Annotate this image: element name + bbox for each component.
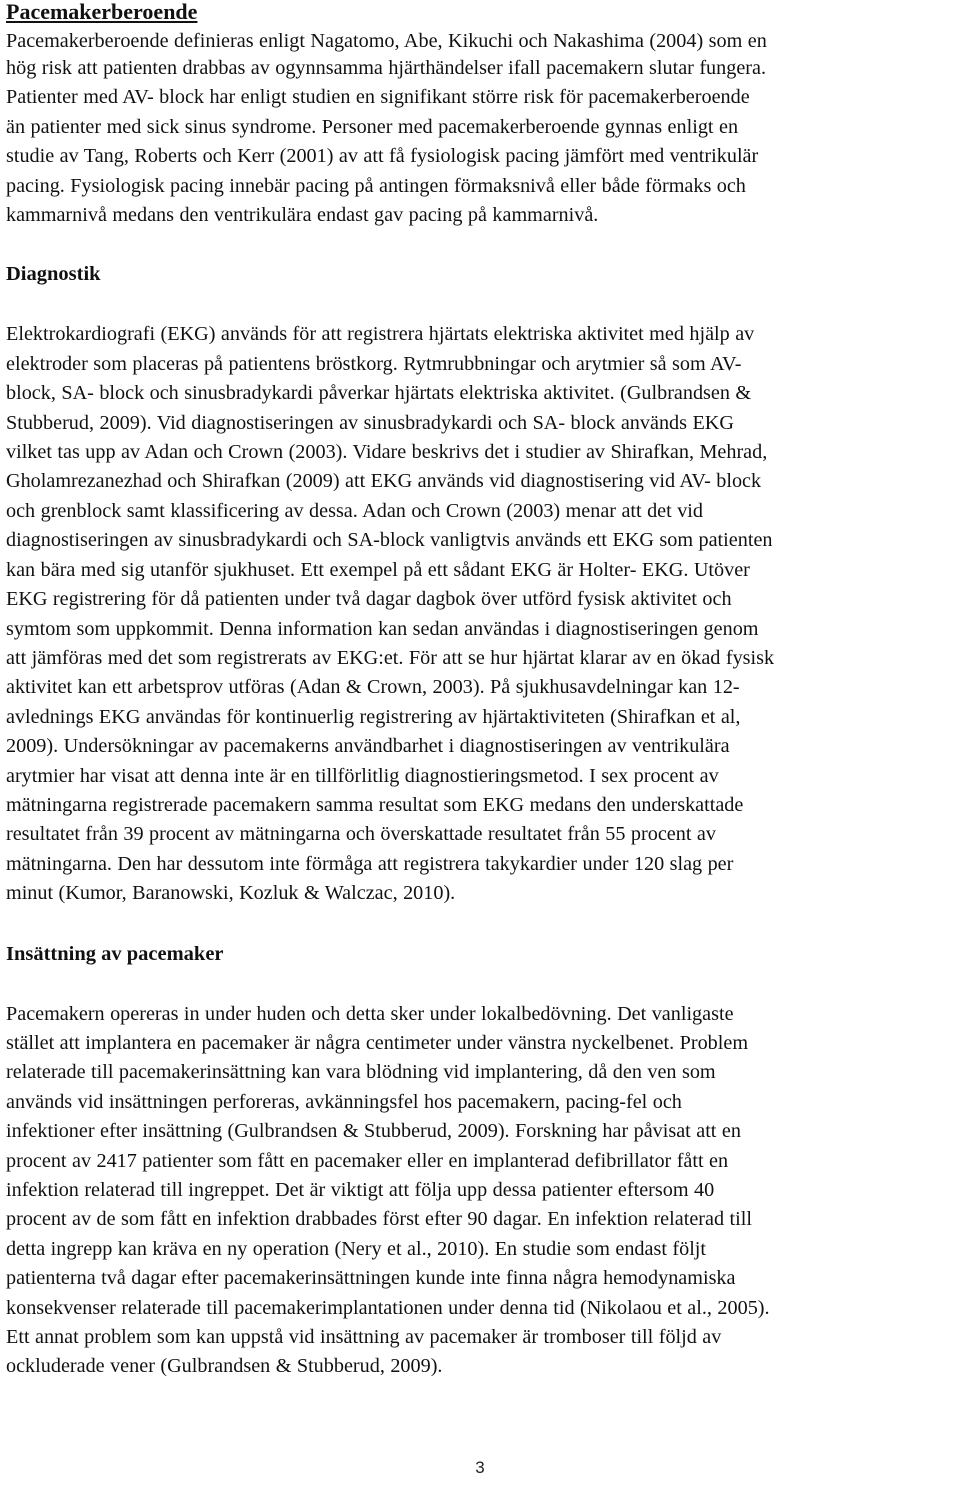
page-number: 3 [475, 1458, 485, 1477]
text-line: procent av 2417 patienter som fått en pacemaker eller en implanterad defibrillator fått en [6, 1149, 729, 1172]
heading-diagnostik: Diagnostik [6, 263, 101, 286]
text-line: vilket tas upp av Adan och Crown (2003). Vidare beskrivs det i studier av Shirafkan, Mehrad, [6, 441, 768, 464]
text-line: kan bära med sig utanför sjukhuset. Ett exempel på ett sådant EKG är Holter- EKG. Utöver [6, 558, 750, 581]
text-line: resultatet från 39 procent av mätningarna och överskattade resultatet från 55 procent av [6, 823, 716, 846]
text-line: Patienter med AV- block har enligt studien en signifikant större risk för pacemakerberoende [6, 86, 750, 109]
text-line: EKG registrering för då patienten under två dagar dagbok över utförd fysisk aktivitet och [6, 588, 732, 611]
section-title: Pacemakerberoende [6, 0, 198, 24]
text-line: avlednings EKG användas för kontinuerlig registrering av hjärtaktiviteten (Shirafkan et al, [6, 705, 741, 728]
text-line: kammarnivå medans den ventrikulära endast gav pacing på kammarnivå. [6, 204, 599, 227]
text-line: Stubberud, 2009). Vid diagnostiseringen av sinusbradykardi och SA- block används EKG [6, 411, 734, 434]
text-line: mätningarna registrerade pacemakern samma resultat som EKG medans den underskattade [6, 793, 744, 816]
paragraph-diagnostik [6, 320, 954, 908]
text-line: stället att implantera en pacemaker är några centimeter under vänstra nyckelbenet. Problem [6, 1031, 749, 1054]
text-line: infektioner efter insättning (Gulbrandsen & Stubberud, 2009). Forskning har påvisat att en [6, 1120, 741, 1143]
text-line: mätningarna. Den har dessutom inte förmåga att registrera takykardier under 120 slag per [6, 852, 734, 875]
document-page [6, 0, 954, 1382]
text-line: konsekvenser relaterade till pacemakerimplantationen under denna tid (Nikolaou et al., 2005). [6, 1296, 770, 1319]
text-line: aktivitet kan ett arbetsprov utföras (Adan & Crown, 2003). På sjukhusavdelningar kan 12- [6, 676, 740, 699]
text-line: relaterade till pacemakerinsättning kan vara blödning vid implantering, då den ven som [6, 1061, 716, 1084]
text-line: Gholamrezanezhad och Shirafkan (2009) att EKG används vid diagnostisering vid AV- block [6, 470, 762, 493]
text-line: och grenblock samt klassificering av dessa. Adan och Crown (2003) menar att det vid [6, 499, 703, 522]
text-line: Ett annat problem som kan uppstå vid insättning av pacemaker är tromboser till följd av [6, 1326, 722, 1349]
heading-insattning: Insättning av pacemaker [6, 942, 224, 965]
text-line: detta ingrepp kan kräva en ny operation (Nery et al., 2010). En studie som endast följt [6, 1237, 707, 1260]
text-line: arytmier har visat att denna inte är en tillförlitlig diagnostieringsmetod. I sex procent av [6, 764, 719, 787]
text-line: patienterna två dagar efter pacemakerinsättningen kunde inte finna några hemodynamiska [6, 1267, 736, 1290]
text-line: än patienter med sick sinus syndrome. Personer med pacemakerberoende gynnas enligt en [6, 115, 739, 138]
text-line: pacing. Fysiologisk pacing innebär pacing på antingen förmaksnivå eller både förmaks och [6, 174, 746, 197]
text-line: hög risk att patienten drabbas av ogynnsamma hjärthändelser ifall pacemakern slutar fungera. [6, 57, 767, 79]
paragraph-insattning [6, 1000, 954, 1382]
text-line: Elektrokardiografi (EKG) används för att registrera hjärtats elektriska aktivitet med hjälp av [6, 323, 755, 346]
text-line: infektion relaterad till ingreppet. Det är viktigt att följa upp dessa patienter eftersom 40 [6, 1179, 715, 1201]
text-line: 2009). Undersökningar av pacemakerns användbarhet i diagnostiseringen av ventrikulära [6, 735, 730, 758]
text-line: diagnostiseringen av sinusbradykardi och SA-block vanligtvis används ett EKG som patienten [6, 529, 773, 552]
text-line: procent av de som fått en infektion drabbades först efter 90 dagar. En infektion relaterad till [6, 1208, 752, 1231]
text-line: Pacemakern opereras in under huden och detta sker under lokalbedövning. Det vanligaste [6, 1002, 734, 1025]
text-line: att jämföras med det som registrerats av EKG:et. För att se hur hjärtat klarar av en ökad fysisk [6, 646, 775, 669]
text-line: används vid insättningen perforeras, avkänningsfel hos pacemakern, pacing-fel och [6, 1090, 682, 1113]
paragraph-pacemakerberoende [6, 28, 954, 230]
text-line: symtom som uppkommit. Denna information kan sedan användas i diagnostiseringen genom [6, 617, 759, 640]
text-line: elektroder som placeras på patientens bröstkorg. Rytmrubbningar och arytmier så som AV- [6, 352, 742, 375]
text-line: minut (Kumor, Baranowski, Kozluk & Walczac, 2010). [6, 882, 456, 905]
text-line: ockluderade vener (Gulbrandsen & Stubberud, 2009). [6, 1355, 443, 1378]
text-line: studie av Tang, Roberts och Kerr (2001) av att få fysiologisk pacing jämfört med ventrikulär [6, 145, 759, 168]
text-line: block, SA- block och sinusbradykardi påverkar hjärtats elektriska aktivitet. (Gulbrandsen & [6, 382, 752, 405]
text-line: Pacemakerberoende definieras enligt Nagatomo, Abe, Kikuchi och Nakashima (2004) som en [6, 30, 767, 52]
